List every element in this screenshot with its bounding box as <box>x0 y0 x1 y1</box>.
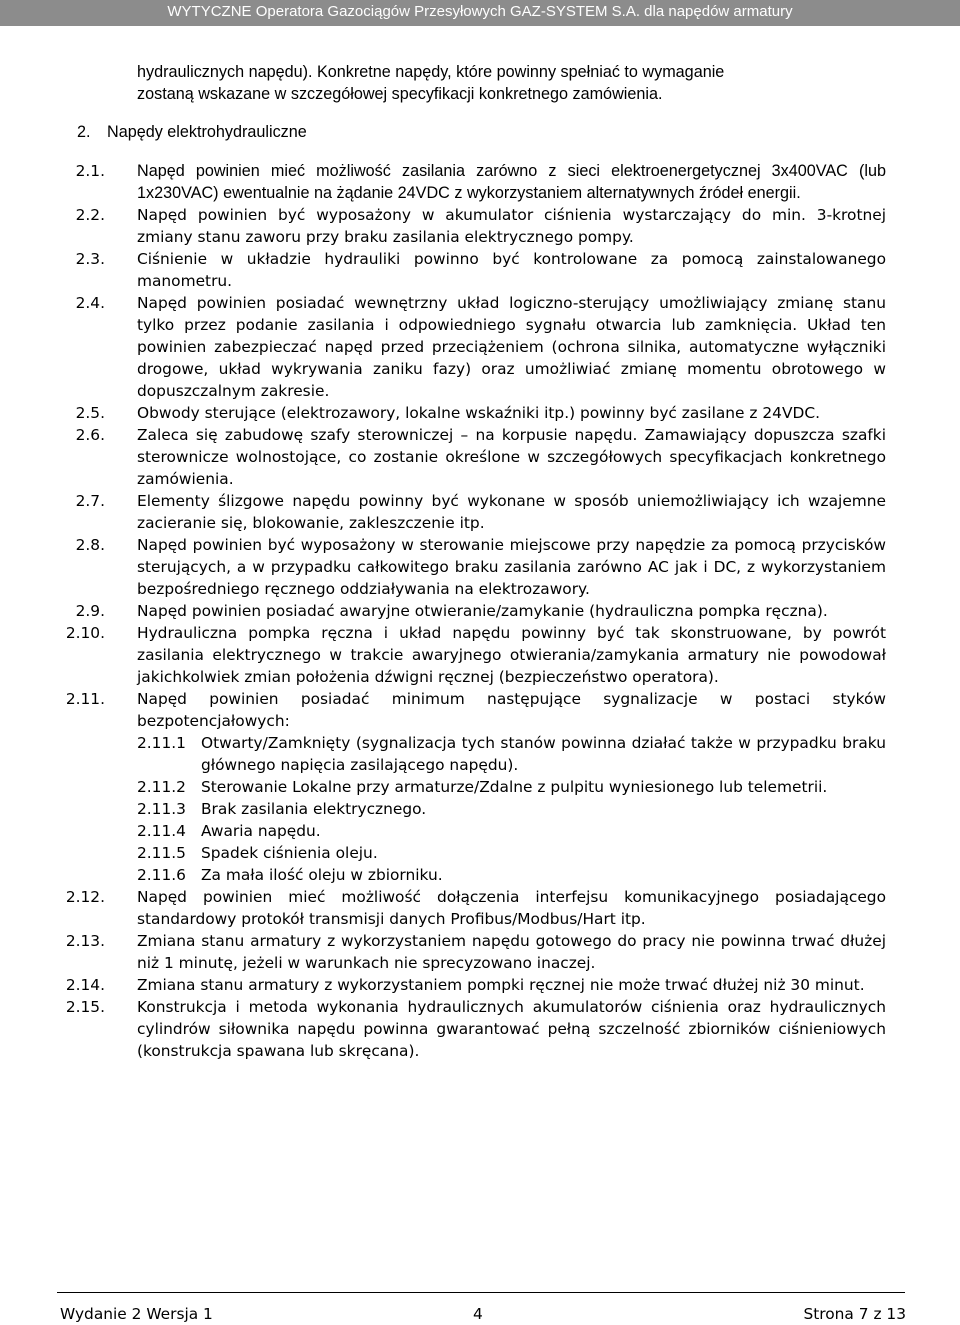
list-item <box>60 996 886 1062</box>
footer-center-number: 4 <box>473 1305 483 1323</box>
sub-list-item <box>137 820 886 842</box>
subitem-number: 2.11.1 <box>137 734 186 752</box>
item-number: 2.10. <box>65 624 105 642</box>
item-number: 2.4. <box>75 294 105 312</box>
item-text: Napęd powinien mieć możliwość dołączenia interfejsu komunikacyjnego posiadającego standardowy protokół transmisji danych Profibus/Modbus/Hart itp. <box>137 888 886 928</box>
footer-edition: Wydanie 2 Wersja 1 <box>60 1305 213 1323</box>
item-text: Zmiana stanu armatury z wykorzystaniem pompki ręcznej nie może trwać dłużej niż 30 minut. <box>137 976 865 994</box>
item-text: Napęd powinien posiadać minimum następujące sygnalizacje w postaci styków bezpotencjałowych: <box>137 690 886 730</box>
list-item <box>60 248 886 292</box>
sub-list-item <box>137 842 886 864</box>
subitem-text: Spadek ciśnienia oleju. <box>201 844 378 862</box>
item-text: Konstrukcja i metoda wykonania hydraulicznych akumulatorów ciśnienia oraz hydraulicznych cylindrów siłownika napędu powinna gwarantować pełną szczelność zbiorników ciśnieniowych (konstrukcja spawana lub skręcana). <box>137 998 886 1060</box>
item-text: Napęd powinien posiadać wewnętrzny układ logiczno-sterujący umożliwiający zmianę stanu tylko przez podanie zasilania i odpowiedniego sygnału otwarcia lub zamknięcia. Układ ten powinien zabezpieczać napęd przed przeciążeniem (ochrona silnika, automatyczne wyłączniki drogowe, układ wykrywania zaniku fazy) oraz umożliwiać zmianę momentu obrotowego w dopuszczalnym zakresie. <box>137 294 886 400</box>
item-number: 2.11. <box>65 690 105 708</box>
item-number: 2.14. <box>65 976 105 994</box>
subitem-number: 2.11.3 <box>137 800 186 818</box>
item-number: 2.15. <box>65 998 105 1016</box>
item-number: 2.12. <box>65 888 105 906</box>
list-item <box>60 622 886 688</box>
item-text: Napęd powinien być wyposażony w akumulator ciśnienia wystarczający do min. 3-krotnej zmiany stanu zaworu przy braku zasilania elektrycznego pompy. <box>137 206 886 246</box>
item-number: 2.7. <box>75 492 105 510</box>
subitem-text: Za mała ilość oleju w zbiorniku. <box>201 866 443 884</box>
item-number: 2.8. <box>75 536 105 554</box>
subitem-text: Sterowanie Lokalne przy armaturze/Zdalne z pulpitu wyniesionego lub telemetrii. <box>201 778 828 796</box>
footer-page-number: Strona 7 z 13 <box>803 1305 906 1323</box>
list-item <box>60 688 886 732</box>
subitem-number: 2.11.2 <box>137 778 186 796</box>
list-item <box>60 204 886 248</box>
subitem-number: 2.11.4 <box>137 822 186 840</box>
item-text: Obwody sterujące (elektrozawory, lokalne wskaźniki itp.) powinny być zasilane z 24VDC. <box>137 404 820 422</box>
item-text: Elementy ślizgowe napędu powinny być wykonane w sposób uniemożliwiający ich wzajemne zacieranie się, blokowanie, zakleszczenie itp. <box>137 492 886 532</box>
section-heading <box>77 121 886 143</box>
subitem-number: 2.11.6 <box>137 866 186 884</box>
list-item <box>60 534 886 600</box>
section-title: Napędy elektrohydrauliczne <box>107 123 307 141</box>
item-number: 2.9. <box>75 602 105 620</box>
list-item <box>60 292 886 402</box>
item-number: 2.13. <box>65 932 105 950</box>
item-number: 2.1. <box>75 162 105 180</box>
subitem-text: Otwarty/Zamknięty (sygnalizacja tych stanów powinna działać także w przypadku braku głównego napięcia zasilającego napędu). <box>201 734 886 774</box>
subitem-text: Awaria napędu. <box>201 822 321 840</box>
item-number: 2.6. <box>75 426 105 444</box>
header-title: WYTYCZNE Operatora Gazociągów Przesyłowych GAZ-SYSTEM S.A. dla napędów armatury <box>167 3 793 20</box>
list-item <box>60 930 886 974</box>
sub-list-item <box>137 776 886 798</box>
footer-divider <box>57 1292 905 1293</box>
item-number: 2.5. <box>75 404 105 422</box>
item-text: Ciśnienie w układzie hydrauliki powinno być kontrolowane za pomocą zainstalowanego manometru. <box>137 250 886 290</box>
list-item <box>60 160 886 204</box>
list-item <box>60 974 886 996</box>
list-item <box>60 424 886 490</box>
list-item <box>60 886 886 930</box>
item-text: Napęd powinien być wyposażony w sterowanie miejscowe przy napędzie za pomocą przycisków sterujących, a w przypadku całkowitego braku zasilania zarówno AC jak i DC, z wykorzystaniem bezpośredniego ręcznego oddziaływania na elektrozawory. <box>137 536 886 598</box>
section-number: 2. <box>77 123 91 141</box>
item-text: Napęd powinien posiadać awaryjne otwieranie/zamykanie (hydrauliczna pompka ręczna). <box>137 602 828 620</box>
list-item <box>60 490 886 534</box>
item-text: Hydrauliczna pompka ręczna i układ napędu powinny być tak skonstruowane, by powrót zasilania elektrycznego w trakcie awaryjnego otwierania/zamykania armatury nie powodował jakichkolwiek zmian położenia dźwigni ręcznej (bezpieczeństwo operatora). <box>137 624 886 686</box>
sub-list-item <box>137 798 886 820</box>
sub-list-item <box>137 732 886 776</box>
item-number: 2.2. <box>75 206 105 224</box>
intro-line-1: hydraulicznych napędu). Konkretne napędy, które powinny spełniać to wymaganie <box>137 63 725 81</box>
intro-line-2: zostaną wskazane w szczegółowej specyfikacji konkretnego zamówienia. <box>137 85 663 103</box>
item-text: Zaleca się zabudowę szafy sterowniczej – na korpusie napędu. Zamawiający dopuszcza szafki sterownicze wolnostojące, co zostanie określone w szczegółowych specyfikacjach konkretnego zamówienia. <box>137 426 886 488</box>
item-text: Napęd powinien mieć możliwość zasilania zarówno z sieci elektroenergetycznej 3x400VAC (lub 1x230VAC) ewentualnie na żądanie 24VDC z wykorzystaniem alternatywnych źródeł energii. <box>137 162 886 202</box>
item-text: Zmiana stanu armatury z wykorzystaniem napędu gotowego do pracy nie powinna trwać dłużej niż 1 minutę, jeżeli w warunkach nie sprecyzowano inaczej. <box>137 932 886 972</box>
list-item <box>60 402 886 424</box>
item-number: 2.3. <box>75 250 105 268</box>
subitem-number: 2.11.5 <box>137 844 186 862</box>
list-item <box>60 600 886 622</box>
subitem-text: Brak zasilania elektrycznego. <box>201 800 427 818</box>
page-header <box>0 0 960 26</box>
sub-list-item <box>137 864 886 886</box>
document-body <box>60 61 886 1062</box>
